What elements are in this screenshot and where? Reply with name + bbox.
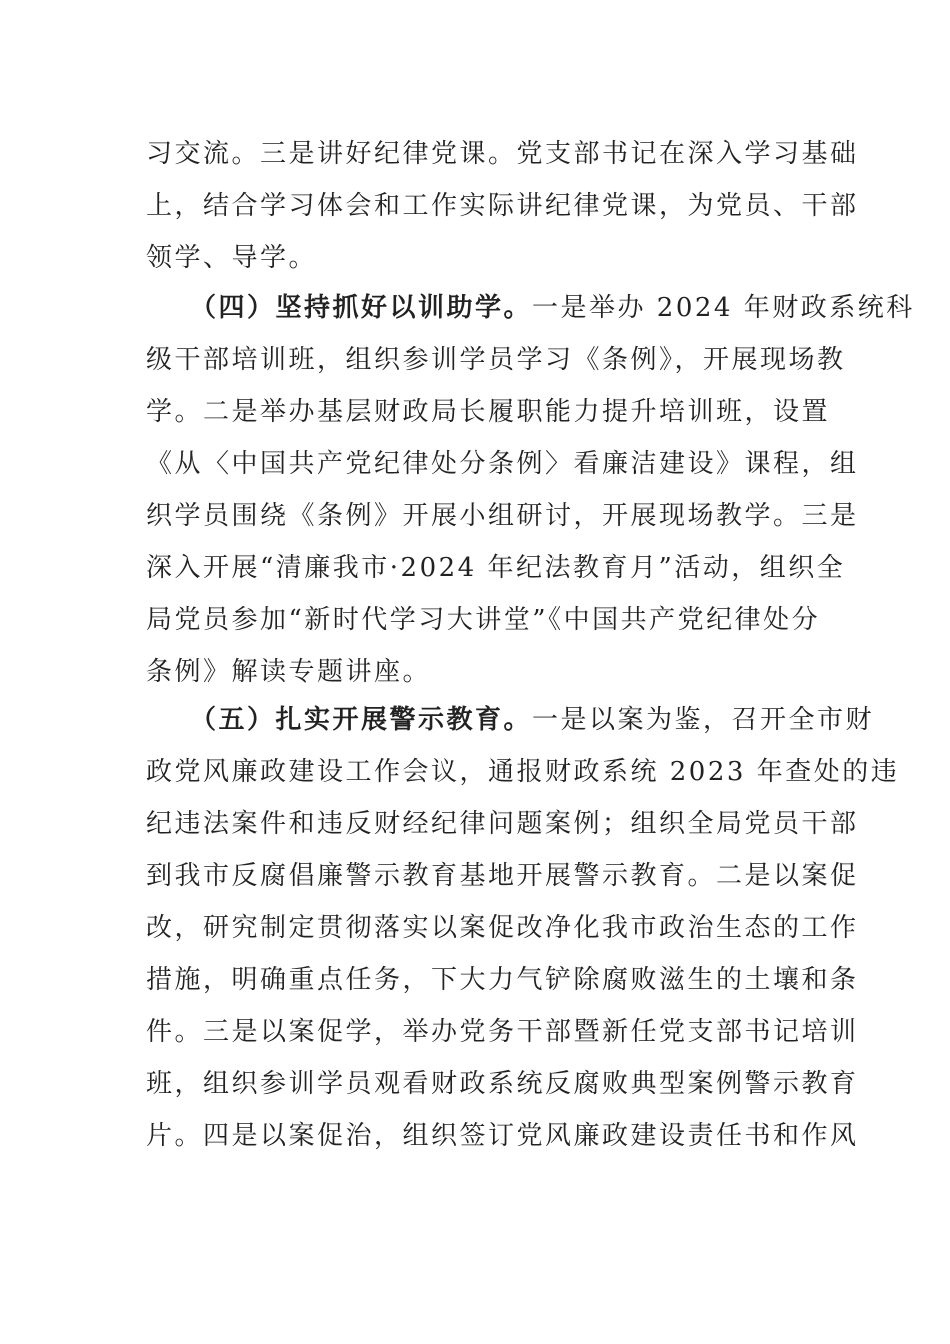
text-line: 片。四是以案促治，组织签订党风廉政建设责任书和作风 (146, 1121, 859, 1151)
text-line: 上，结合学习体会和工作实际讲纪律党课，为党员、干部 (146, 191, 859, 221)
text-line: 深入开展“清廉我市·2024 年纪法教育月”活动，组织全 (146, 553, 846, 583)
text-line: 措施，明确重点任务，下大力气铲除腐败滋生的土壤和条 (146, 965, 859, 995)
text-line: 纪违法案件和违反财经纪律问题案例；组织全局党员干部 (146, 809, 859, 839)
text-line: 件。三是以案促学，举办党务干部暨新任党支部书记培训 (146, 1017, 859, 1047)
text-line: 织学员围绕《条例》开展小组研讨，开展现场教学。三是 (146, 501, 859, 531)
text-line: 级干部培训班，组织参训学员学习《条例》，开展现场教 (146, 345, 846, 375)
text-run: 一是以案为鉴，召开全市财 (532, 705, 875, 735)
text-line: 政党风廉政建设工作会议，通报财政系统 2023 年查处的违 (146, 757, 900, 787)
text-line: 学。二是举办基层财政局长履职能力提升培训班，设置 (146, 397, 831, 427)
text-line: 《从〈中国共产党纪律处分条例〉看廉洁建设》课程，组 (146, 449, 859, 479)
text-line (146, 694, 875, 746)
paragraph-section-5 (146, 694, 900, 1162)
paragraph-section-4 (146, 282, 915, 698)
text-line: 局党员参加“新时代学习大讲堂”《中国共产党纪律处分 (146, 605, 821, 635)
section-heading: （四）坚持抓好以训助学。 (203, 293, 533, 323)
text-line: 改，研究制定贯彻落实以案促改净化我市政治生态的工作 (146, 913, 859, 943)
text-line: 习交流。三是讲好纪律党课。党支部书记在深入学习基础 (146, 139, 859, 169)
text-line: 领学、导学。 (146, 243, 318, 273)
text-line: 到我市反腐倡廉警示教育基地开展警示教育。二是以案促 (146, 861, 859, 891)
text-line (146, 282, 915, 334)
text-run: 一是举办 2024 年财政系统科 (532, 293, 915, 323)
paragraph-continuation (146, 128, 859, 284)
text-line: 班，组织参训学员观看财政系统反腐败典型案例警示教育 (146, 1069, 859, 1099)
section-heading: （五）扎实开展警示教育。 (203, 705, 533, 735)
text-line: 条例》解读专题讲座。 (146, 657, 432, 687)
